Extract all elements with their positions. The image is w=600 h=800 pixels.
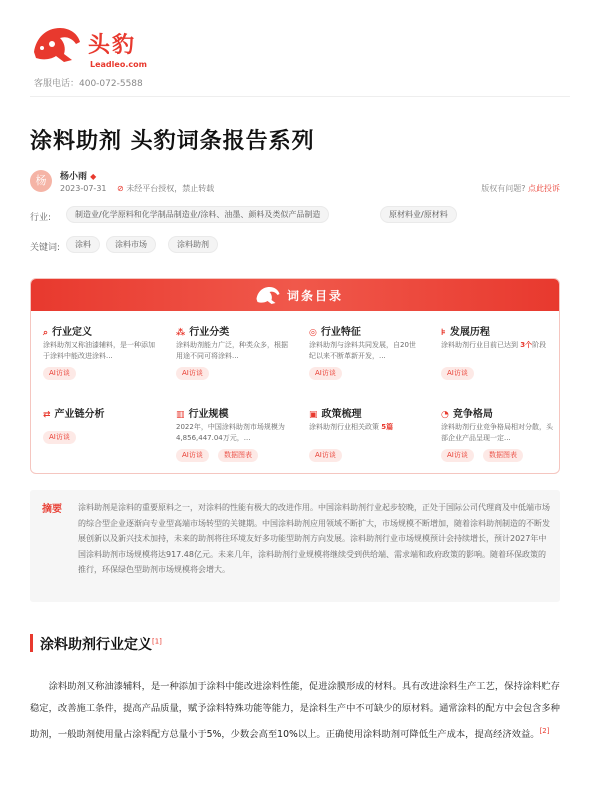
card-desc-highlight: 5篇 — [381, 423, 394, 431]
card-desc-text: 涂料助剂行业目前已达到 — [441, 341, 521, 349]
customer-service-hotline: 客服电话：400-072-5588 — [34, 79, 143, 89]
card-title-text: 行业分类 — [189, 327, 230, 338]
card-desc: 涂料助剂能力广泛，种类众多，根据用途不同可将涂料... — [176, 341, 288, 360]
flame-icon: ◆ — [90, 172, 97, 181]
reference-2-link[interactable]: [2] — [539, 727, 550, 735]
catalog-card-policy[interactable] — [309, 405, 429, 474]
catalog-card-market-size[interactable] — [176, 405, 296, 474]
data-chart-pill[interactable]: 数据图表 — [483, 449, 523, 462]
section-title-text: 涂料助剂行业定义 — [40, 637, 152, 653]
leadleo-logo[interactable] — [30, 18, 150, 78]
ai-interview-pill[interactable]: AI访谈 — [176, 449, 209, 462]
catalog-card-industry-chain[interactable] — [43, 405, 163, 474]
policy-icon: ▣ — [309, 410, 318, 420]
card-desc — [441, 340, 553, 362]
timeline-icon: ⊧ — [441, 328, 446, 338]
card-title — [43, 323, 92, 338]
card-title — [441, 405, 493, 420]
header-divider — [30, 96, 570, 97]
keywords-label: 关键词: — [30, 243, 61, 253]
author-name-text: 杨小雨 — [60, 172, 88, 182]
keyword-tag-coating-additive[interactable]: 涂料助剂 — [168, 236, 218, 253]
abstract-text: 涂料助剂是涂料的重要原料之一，对涂料的性能有极大的改进作用。中国涂料助剂行业起步较晚，正处于国际公司代理商及中低端市场的综合型企业逐渐向专业型高端市场转型的关键期。中国涂料助剂应用领域不断扩大，市场规模不断增加，随着涂料助剂制造的不断发展创新以及新兴技术加持，未来的助剂将往环境友好多功能型助剂方向发展。涂料助剂行业市场规模预计会持续增长，预计2027年中国涂料助剂市场规模将达917.48亿元。未来几年，涂料助剂行业规模将继续受到供给端、需求端和政府政策的影响。随着环保政策的推行，环保绿色型助剂市场规模将会增大。 — [78, 503, 550, 574]
section-heading — [40, 634, 162, 654]
catalog-card-competition[interactable] — [441, 405, 560, 474]
chain-icon: ⇄ — [43, 410, 51, 420]
reference-1-link[interactable]: [1] — [152, 637, 162, 646]
card-desc-text: 涂料助剂行业相关政策 — [309, 423, 382, 431]
leopard-icon — [253, 284, 283, 306]
definition-text: 涂料助剂又称油漆辅料，是一种添加于涂料中能改进涂料性能，促进涂膜形成的材料。具有改进涂料生产工艺，保持涂料贮存稳定，改善施工条件，提高产品质量，赋予涂料特殊功能等能力，是涂料生产中不可缺少的原材料。通常涂料的配方中会包含多种助剂，一般助剂使用量占涂料配方总量小于5%，少数会高至10%以上。正确使用涂料助剂可降低生产成本，提高经济效益。 — [30, 681, 560, 741]
industry-tag-raw-materials[interactable]: 原材料业/原材料 — [380, 206, 457, 223]
ai-interview-pill[interactable]: AI访谈 — [309, 449, 342, 462]
target-icon: ◎ — [309, 328, 317, 338]
section-accent-bar — [30, 634, 33, 652]
catalog-header — [31, 279, 559, 311]
data-chart-pill[interactable]: 数据图表 — [218, 449, 258, 462]
card-title-text: 产业链分析 — [54, 409, 105, 420]
abstract-box — [30, 490, 560, 602]
card-desc: 涂料助剂又称油漆辅料，是一种添加于涂料中能改进涂料... — [43, 341, 155, 360]
card-title-text: 发展历程 — [449, 327, 490, 338]
card-title — [176, 323, 229, 338]
card-title — [176, 405, 229, 420]
publish-meta — [60, 183, 214, 194]
ai-interview-pill[interactable]: AI访谈 — [43, 431, 76, 444]
ai-interview-pill[interactable]: AI访谈 — [176, 367, 209, 380]
bar-chart-icon: ▥ — [176, 410, 185, 420]
page-title: 涂料助剂 头豹词条报告系列 — [30, 129, 315, 154]
card-title — [309, 405, 362, 420]
card-desc-highlight: 3个 — [520, 341, 533, 349]
publish-date: 2023-07-31 — [60, 184, 107, 193]
industry-label: 行业: — [30, 213, 52, 223]
card-desc: 涂料助剂与涂料共同发展，自20世纪以来不断革新开发，... — [309, 341, 416, 360]
pie-chart-icon: ◔ — [441, 410, 449, 420]
catalog-card-classification[interactable] — [176, 323, 296, 393]
card-title — [43, 405, 105, 420]
ai-interview-pill[interactable]: AI访谈 — [43, 367, 76, 380]
copyright-complaint — [481, 183, 560, 194]
complaint-question: 版权有问题? — [481, 184, 526, 193]
logo-english-text: Leadleo.com — [90, 60, 147, 69]
abstract-label: 摘要 — [42, 504, 62, 515]
leopard-logo-icon — [30, 22, 84, 66]
keyword-tag-coating-market[interactable]: 涂料市场 — [106, 236, 156, 253]
author-avatar[interactable]: 杨 — [30, 170, 52, 192]
card-desc: 涂料助剂行业竞争格局相对分散，头部企业产品呈现一定... — [441, 423, 553, 442]
logo-chinese-text: 头豹 — [88, 33, 137, 58]
ai-interview-pill[interactable]: AI访谈 — [441, 367, 474, 380]
card-title-text: 行业规模 — [188, 409, 229, 420]
complaint-link[interactable]: 点此投诉 — [528, 184, 560, 193]
card-title-text: 政策梳理 — [321, 409, 362, 420]
industry-tag-chemical[interactable]: 制造业/化学原料和化学制品制造业/涂料、油墨、颜料及类似产品制造 — [66, 206, 329, 223]
card-title — [441, 323, 490, 338]
entry-catalog — [30, 278, 560, 474]
card-desc — [309, 422, 421, 444]
reprint-notice: 未经平台授权，禁止转载 — [126, 184, 215, 193]
card-desc: 2022年，中国涂料助剂市场规模为4,856,447.04万元，... — [176, 423, 285, 442]
search-icon: ⌕ — [43, 328, 49, 338]
card-title-text: 行业定义 — [52, 327, 93, 338]
catalog-title: 词条目录 — [287, 289, 344, 303]
definition-paragraph — [30, 676, 560, 746]
ai-interview-pill[interactable]: AI访谈 — [441, 449, 474, 462]
card-title — [309, 323, 361, 338]
card-desc-tail: 阶段 — [532, 341, 547, 349]
keyword-tag-coating[interactable]: 涂料 — [66, 236, 100, 253]
card-title-text: 行业特征 — [320, 327, 361, 338]
prohibit-icon: ⊘ — [117, 184, 124, 193]
card-title-text: 竞争格局 — [452, 409, 493, 420]
catalog-card-features[interactable] — [309, 323, 429, 393]
hierarchy-icon: ⁂ — [176, 328, 186, 338]
catalog-card-definition[interactable] — [43, 323, 163, 393]
catalog-card-history[interactable] — [441, 323, 560, 393]
author-name[interactable] — [60, 169, 96, 182]
ai-interview-pill[interactable]: AI访谈 — [309, 367, 342, 380]
